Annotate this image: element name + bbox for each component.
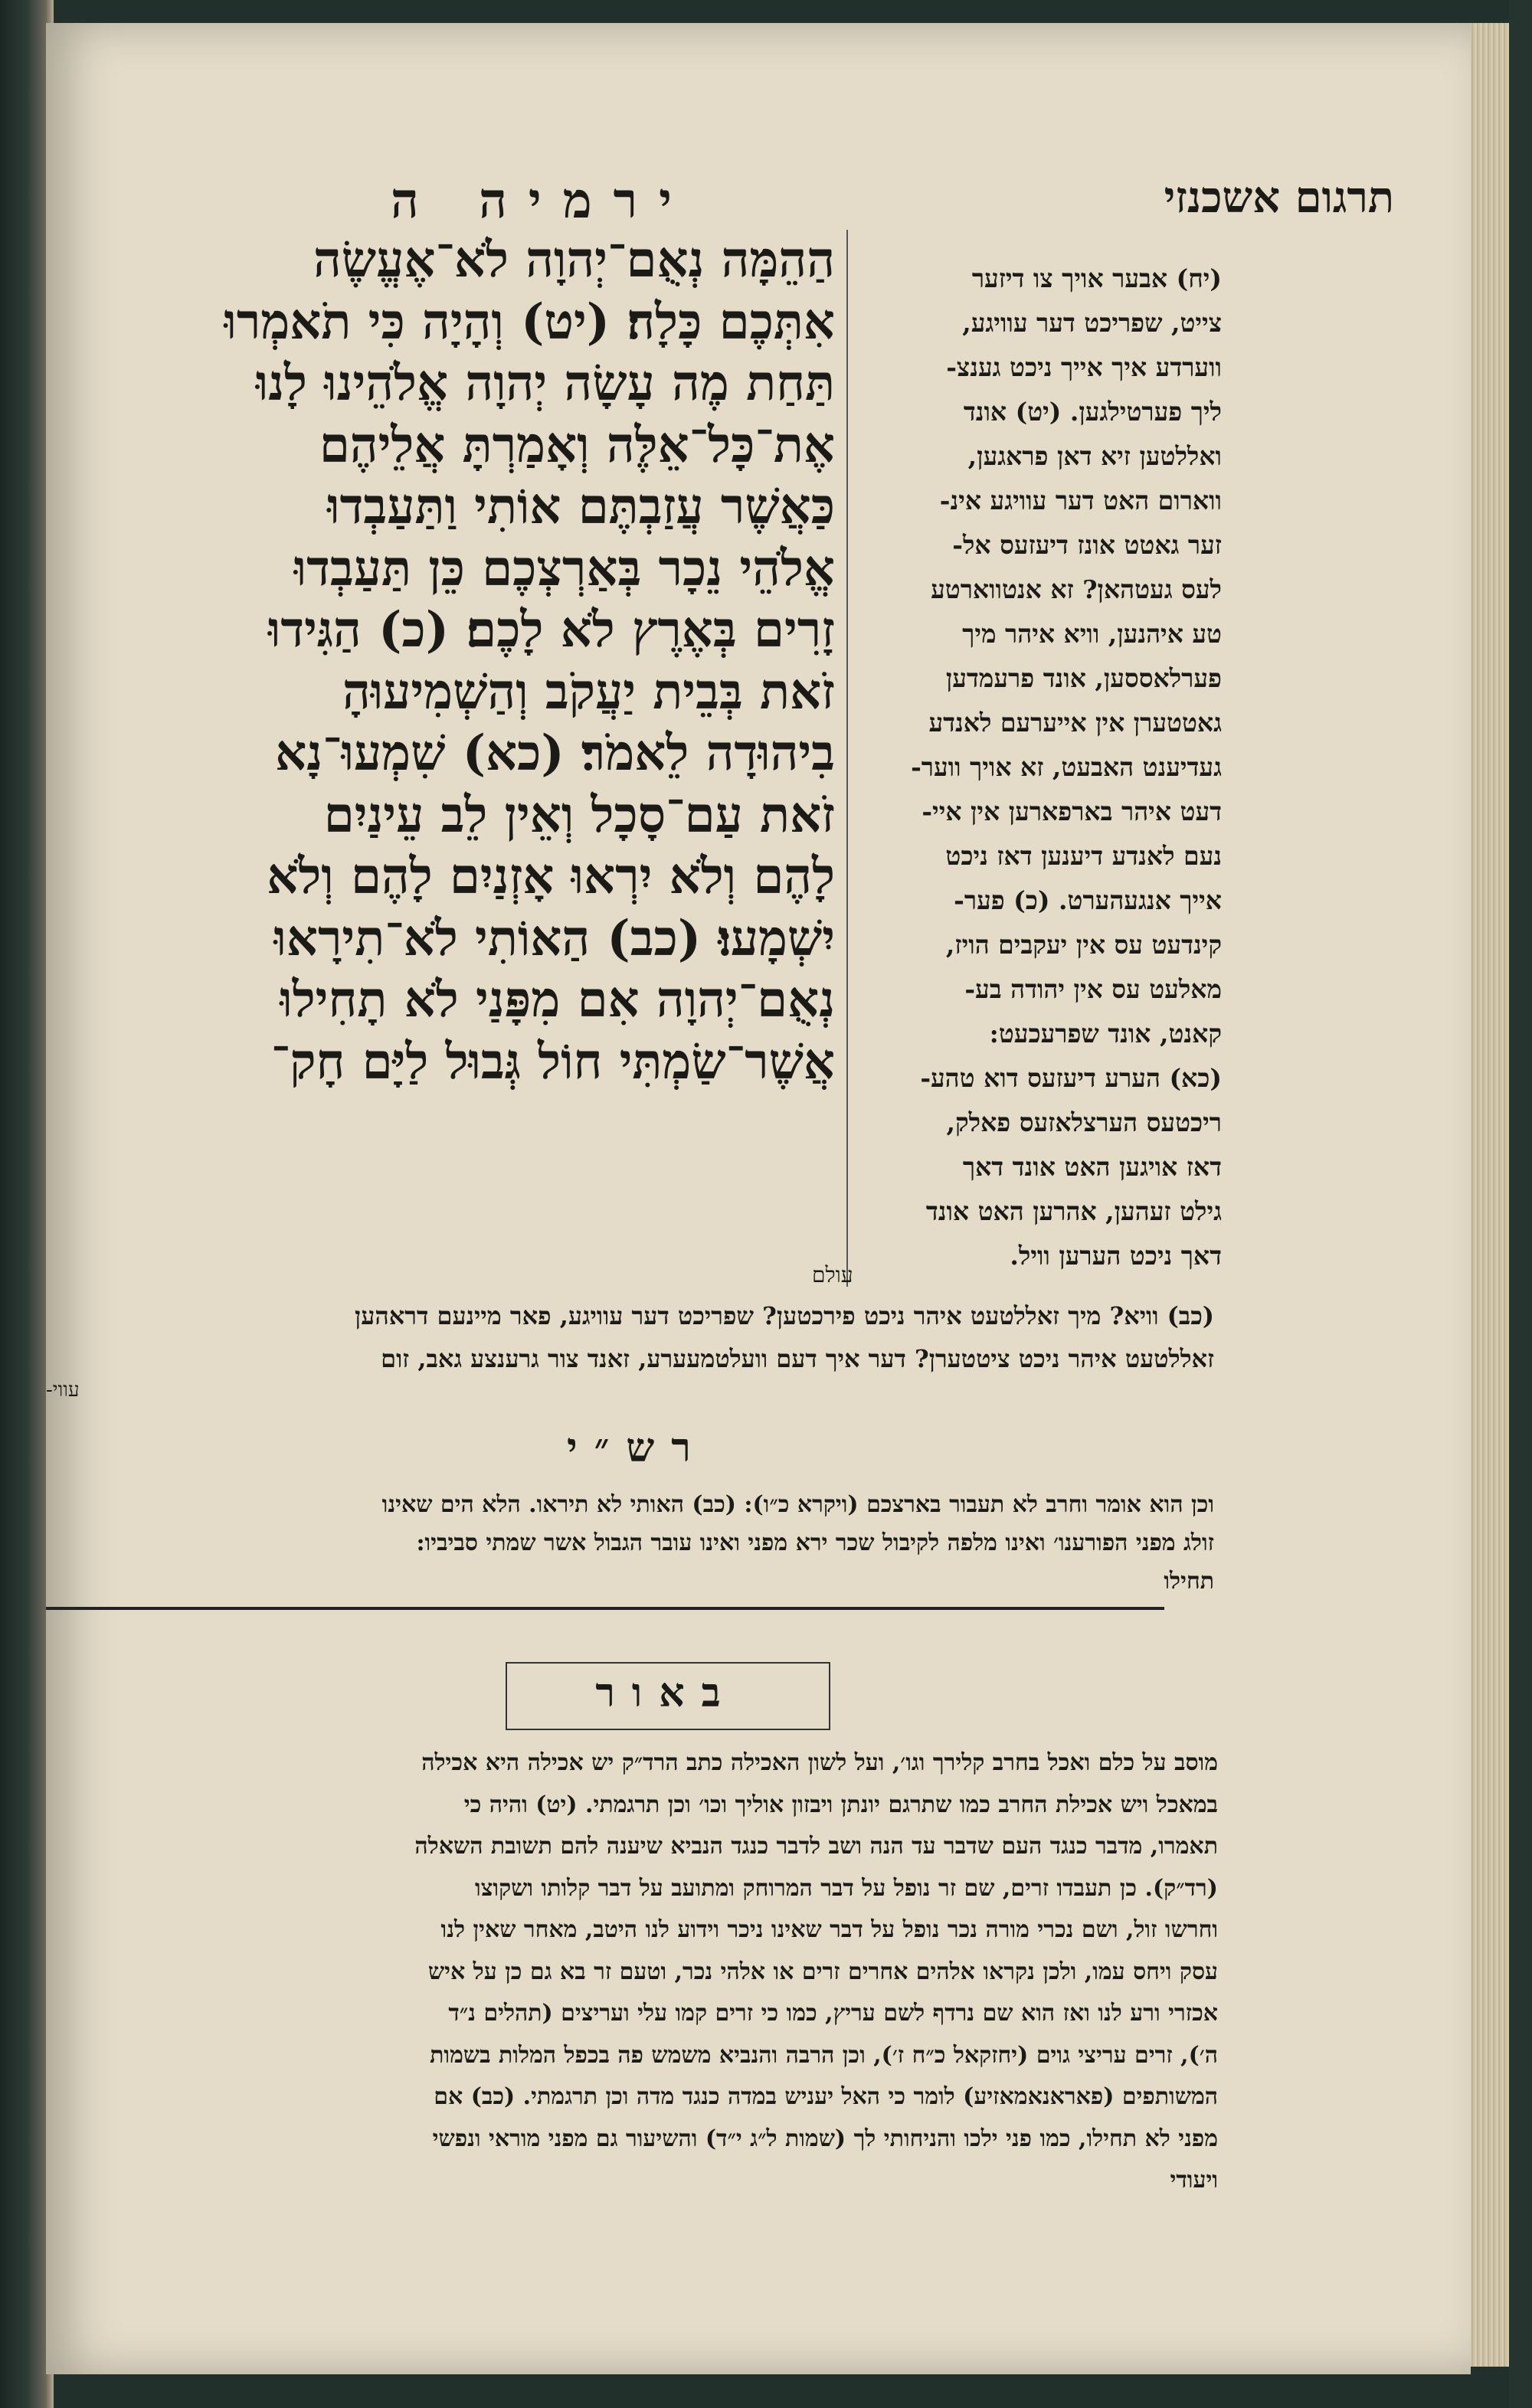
scripture-line: תַּחַת מֶה עָשָׂה יְהוָה אֱלֹהֵינוּ לָנוּ xyxy=(255,355,835,412)
translation-line: געדיענט האבעט, זא אויך ווער- xyxy=(911,752,1222,782)
biur-line: אכזרי ורע לנו ואז הוא שם נרדף לשם עריץ, כמו כי זרים קמו עלי ועריצים (תהלים נ״ד xyxy=(448,2000,1218,2027)
translation-line: זער גאטט אונז דיעזעס אל- xyxy=(952,530,1222,560)
running-head-right: תרגום אשכנזי xyxy=(1164,172,1394,223)
translation-line: ואללטען זיא דאן פראגען, xyxy=(967,441,1222,471)
translation-line: ליך פערטילגען. (יט) אונד xyxy=(963,397,1222,427)
biur-commentary xyxy=(46,1742,1218,2202)
scripture-line: לָהֶם וְלֹא יִרְאוּ אָזְנַיִם לָהֶם וְלֹא xyxy=(267,848,835,905)
biur-line: תאמרו, מדבר כנגד העם שדבר עד הנה ושב לדבר כנגד הנביא שיענה להם תשובת השאלה xyxy=(414,1833,1218,1860)
biur-heading: באור xyxy=(595,1670,738,1716)
translation-line: לעס געטהאן? זא אנטווארטע xyxy=(931,574,1222,604)
rashi-heading: רש״י xyxy=(567,1425,708,1471)
translation-line: גילט זעהען, אהרען האט אונד xyxy=(925,1196,1222,1226)
scripture-line: זֹאת עַם־סָכָל וְאֵין לֵב עֵינַיִם xyxy=(323,786,835,844)
column-divider xyxy=(846,230,848,1287)
catchword: עולם xyxy=(812,1262,853,1287)
biur-line: וחרשו זול, ושם נכרי מורה נכר נופל על דבר שאינו ניכר וידוע לנו היטב, מאחר שאין לנו xyxy=(440,1916,1218,1943)
scripture-line: יִשְׁמָעוּ׃ (כב) הַאוֹתִי לֹא־תִירָאוּ xyxy=(273,909,835,967)
translation-line: ווערדע איך אייך ניכט גענצ- xyxy=(946,352,1222,382)
scripture-line: אֲשֶׁר־שַׂמְתִּי חוֹל גְּבוּל לַיָּם חָק־ xyxy=(270,1032,835,1091)
scripture-column xyxy=(69,230,835,1093)
rashi-commentary xyxy=(46,1486,1214,1601)
translation-line: זאללטעט איהר ניכט ציטטערן? דער איך דעם וועלטמעערע, זאנד צור גרענצע גאב, זום xyxy=(381,1344,1214,1373)
catchword: עווי- xyxy=(46,1379,80,1402)
biur-line: (רד״ק). כן תעבדו זרים, שם זר נופל על דבר המרוחק ומתועב על דבר קלותו ושקוצו xyxy=(475,1874,1218,1902)
translation-line: גאטטערן אין אייערעם לאנדע xyxy=(928,708,1222,738)
translation-column xyxy=(858,257,1222,1278)
background-right xyxy=(1509,0,1532,2408)
biur-line: ה׳), זרים עריצי גוים (יחזקאל כ״ח ז׳), וכן הרבה והנביא משמש פה בכפל המלות בשמות xyxy=(430,2041,1218,2069)
translation-line: ווארום האט דער עוויגע אינ- xyxy=(939,486,1222,515)
translation-full-width xyxy=(46,1294,1214,1380)
translation-line: (כא) הערע דיעזעס דוא טהע- xyxy=(920,1063,1222,1093)
scripture-line: הַהֵמָּה נְאֻם־יְהוָה לֹא־אֶעֱשֶׂה xyxy=(313,231,835,289)
section-divider xyxy=(46,1607,1164,1610)
biur-line: מפני לא תחילו, כמו פני ילכו והניחותי לך (שמות ל״ג י״ד) והשיעור גם מפני מוראי ונפשי xyxy=(432,2125,1218,2152)
scripture-line: כַּאֲשֶׁר עֲזַבְתֶּם אוֹתִי וַתַּעַבְדוּ xyxy=(327,478,835,535)
translation-line: מאלעט עס אין יהודה בע- xyxy=(964,974,1222,1004)
translation-line: (כב) וויא? מיך זאללטעט איהר ניכט פירכטען? שפריכט דער עוויגע, פאר מיינעם דראהען xyxy=(355,1301,1214,1330)
biur-line: עסק ויחס עמו, ולכן נקראו אלהים אחרים זרים או אלהי נכר, וטעם זר בא גם כן על איש xyxy=(427,1958,1218,1985)
biur-line: מוסב על כלם ואכל בחרב קלירך וגו׳, ועל לשון האכילה כתב הרד״ק יש אכילה היא אכילה xyxy=(421,1749,1218,1776)
translation-line: צייט, שפריכט דער עוויגע, xyxy=(962,308,1222,338)
rashi-line: זולג מפני הפורענו׳ ואינו מלפה לקיבול שכר ירא מפני ואינו עובר הגבול אשר שמתי סביביו: xyxy=(416,1530,1214,1556)
scripture-line: זֹאת בְּבֵית יַעֲקֹב וְהַשְׁמִיעוּהָ xyxy=(342,663,835,721)
translation-line: קינדעט עס אין יעקבים הויז, xyxy=(945,930,1222,960)
scripture-line: בִיהוּדָה לֵאמֹר׃ (כא) שִׁמְעוּ־נָא xyxy=(275,725,835,782)
rashi-line: תחילו xyxy=(1164,1568,1214,1595)
book-page xyxy=(46,23,1471,2374)
translation-line: דעט איהר בארפארען אין איי- xyxy=(921,797,1222,826)
scripture-line: אֱלֹהֵי נֵכָר בְּאַרְצְכֶם כֵּן תַּעַבְדוּ xyxy=(293,539,835,597)
scripture-line: אִתְּכֶם כָּלָה׃ (יט) וְהָיָה כִּי תֹאמְרוּ xyxy=(224,293,835,351)
biur-line: ויעודי xyxy=(1170,2167,1218,2194)
translation-line: קאנט, אונד שפרעכעט: xyxy=(989,1019,1222,1049)
biur-line: המשותפים (פאראנאמאזיע) לומר כי האל יעניש במדה כנגד מדה וכן תרגמתי. (כב) אם xyxy=(434,2083,1218,2110)
running-head-left: ירמיה ה xyxy=(391,172,693,230)
biur-line: במאכל ויש אכילת החרב כמו שתרגם יונתן ויבזון אוליך וכו׳ וכן תרגמתי. (יט) והיה כי xyxy=(463,1791,1218,1818)
translation-line: נעם לאנדע דיענען דאז ניכט xyxy=(945,841,1222,871)
scripture-line: אֶת־כָּל־אֵלֶּה וְאָמַרְתָּ אֲלֵיהֶם xyxy=(319,416,835,474)
translation-line: דאך ניכט הערען וויל. xyxy=(1010,1241,1222,1271)
translation-line: ריכטעס הערצלאזעס פאלק, xyxy=(946,1107,1222,1137)
translation-line: דאז אויגען האט אונד דאך xyxy=(962,1152,1222,1182)
scripture-line: זָרִים בְּאֶרֶץ לֹא לָכֶם׃ (כ) הַגִּידוּ xyxy=(267,601,835,659)
translation-line: טע איהנען, וויא איהר מיך xyxy=(962,619,1222,649)
rashi-line: וכן הוא אומר וחרב לא תעבור בארצכם (ויקרא כ״ו): (כב) האותי לא תיראו. הלא הים שאינו xyxy=(381,1491,1214,1518)
translation-line: אייך אנגעהערט. (כ) פער- xyxy=(954,885,1222,915)
scripture-line: נְאֻם־יְהוָה אִם מִפָּנַי לֹא תָחִילוּ xyxy=(280,971,835,1029)
translation-line: (יח) אבער אויך צו דיזער xyxy=(971,263,1222,293)
translation-line: פערלאססען, אונד פרעמדען xyxy=(945,663,1222,693)
